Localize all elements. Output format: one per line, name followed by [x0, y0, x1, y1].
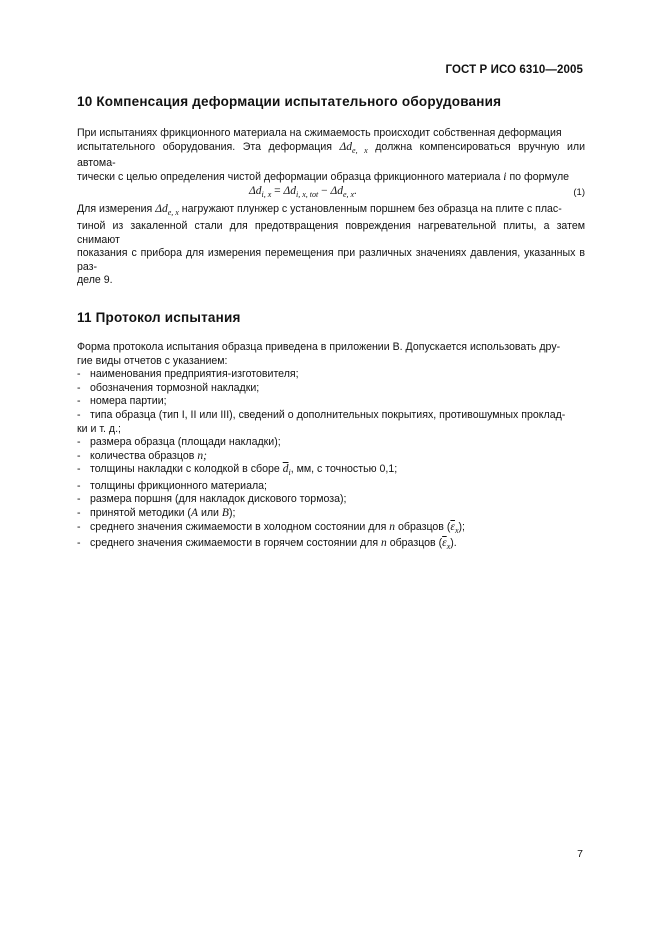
- formula-1: [77, 185, 585, 201]
- list-item: - номера партии;: [77, 395, 167, 408]
- list-item: - размера поршня (для накладок дискового тормоза);: [77, 493, 347, 506]
- list-item: - среднего значения сжимаемости в горячем состоянии для n образцов $(\overline{\varepsilon}_x)$.: [77, 537, 457, 552]
- formula-number: (1): [573, 187, 585, 199]
- text-line: нагружают плунжер с установленным поршнем без образца на плите с плас-: [178, 203, 562, 216]
- text-line: по формуле: [506, 170, 570, 183]
- text-line: тиной из закаленной стали для предотвращения повреждения нагревательной плиты, а затем снимают: [77, 219, 585, 246]
- text-line: показания с прибора для измерения перемещения при различных значениях давления, указанных в раз-: [77, 247, 585, 273]
- section-10-paragraph-1: [77, 127, 585, 184]
- d-i-mean: $\overline{d}_i$: [282, 463, 291, 478]
- list-item: - толщины фрикционного материала;: [77, 479, 267, 492]
- list-item: - принятой методики (A или B);: [77, 507, 236, 520]
- report-items-list: [77, 368, 585, 554]
- text-line: испытательного оборудования. Эта деформация: [77, 140, 340, 153]
- variable-i: i: [503, 170, 507, 183]
- text-line: деле 9.: [77, 274, 113, 287]
- page-content: [77, 94, 585, 554]
- section-10-paragraph-2: [77, 203, 585, 288]
- list-item: - обозначения тормозной накладки;: [77, 381, 260, 394]
- list-item: - наименования предприятия-изготовителя;: [77, 368, 299, 381]
- text-line: Форма протокола испытания образца приведена в приложении В. Допускается использовать дру-: [77, 340, 561, 353]
- document-id: ГОСТ Р ИСО 6310—2005: [445, 64, 583, 76]
- text-line: должна компенсироваться вручную или автома-: [77, 140, 585, 170]
- section-11-paragraph-1: [77, 341, 585, 368]
- text-line: гие виды отчетов с указанием:: [77, 354, 228, 367]
- delta-de-x: $\Delta d_{e, x}$: [155, 203, 179, 218]
- list-item: - количества образцов n;: [77, 449, 207, 462]
- list-item: - типа образца (тип I, II или III), сведений о дополнительных покрытиях, противошумных проклад- ки и т. д.;: [77, 408, 566, 435]
- list-item: - толщины накладки с колодкой в сборе $\overline{d}_i$, мм, с точностью 0,1;: [77, 463, 398, 478]
- section-11-title: 11 Протокол испытания: [77, 309, 241, 325]
- text-line: Для измерения: [77, 203, 156, 216]
- list-item: - среднего значения сжимаемости в холодном состоянии для n образцов $(\overline{\varepsilon}_x)$;: [77, 520, 466, 535]
- section-10-title: 10 Компенсация деформации испытательного оборудования: [77, 94, 502, 109]
- list-item: - размера образца (площади накладки);: [77, 436, 281, 449]
- text-line: При испытаниях фрикционного материала на сжимаемость происходит собственная деформация: [77, 127, 562, 139]
- delta-de-x: $\Delta d_{e, x}$: [339, 140, 368, 155]
- page-number: 7: [577, 848, 583, 860]
- text-line: тически с целью определения чистой деформации образца фрикционного материала: [77, 170, 504, 183]
- formula-expression: $\Delta d_{i, x} = \Delta d_{i, x, tot} - \Delta d_{e, x}$.: [249, 185, 357, 200]
